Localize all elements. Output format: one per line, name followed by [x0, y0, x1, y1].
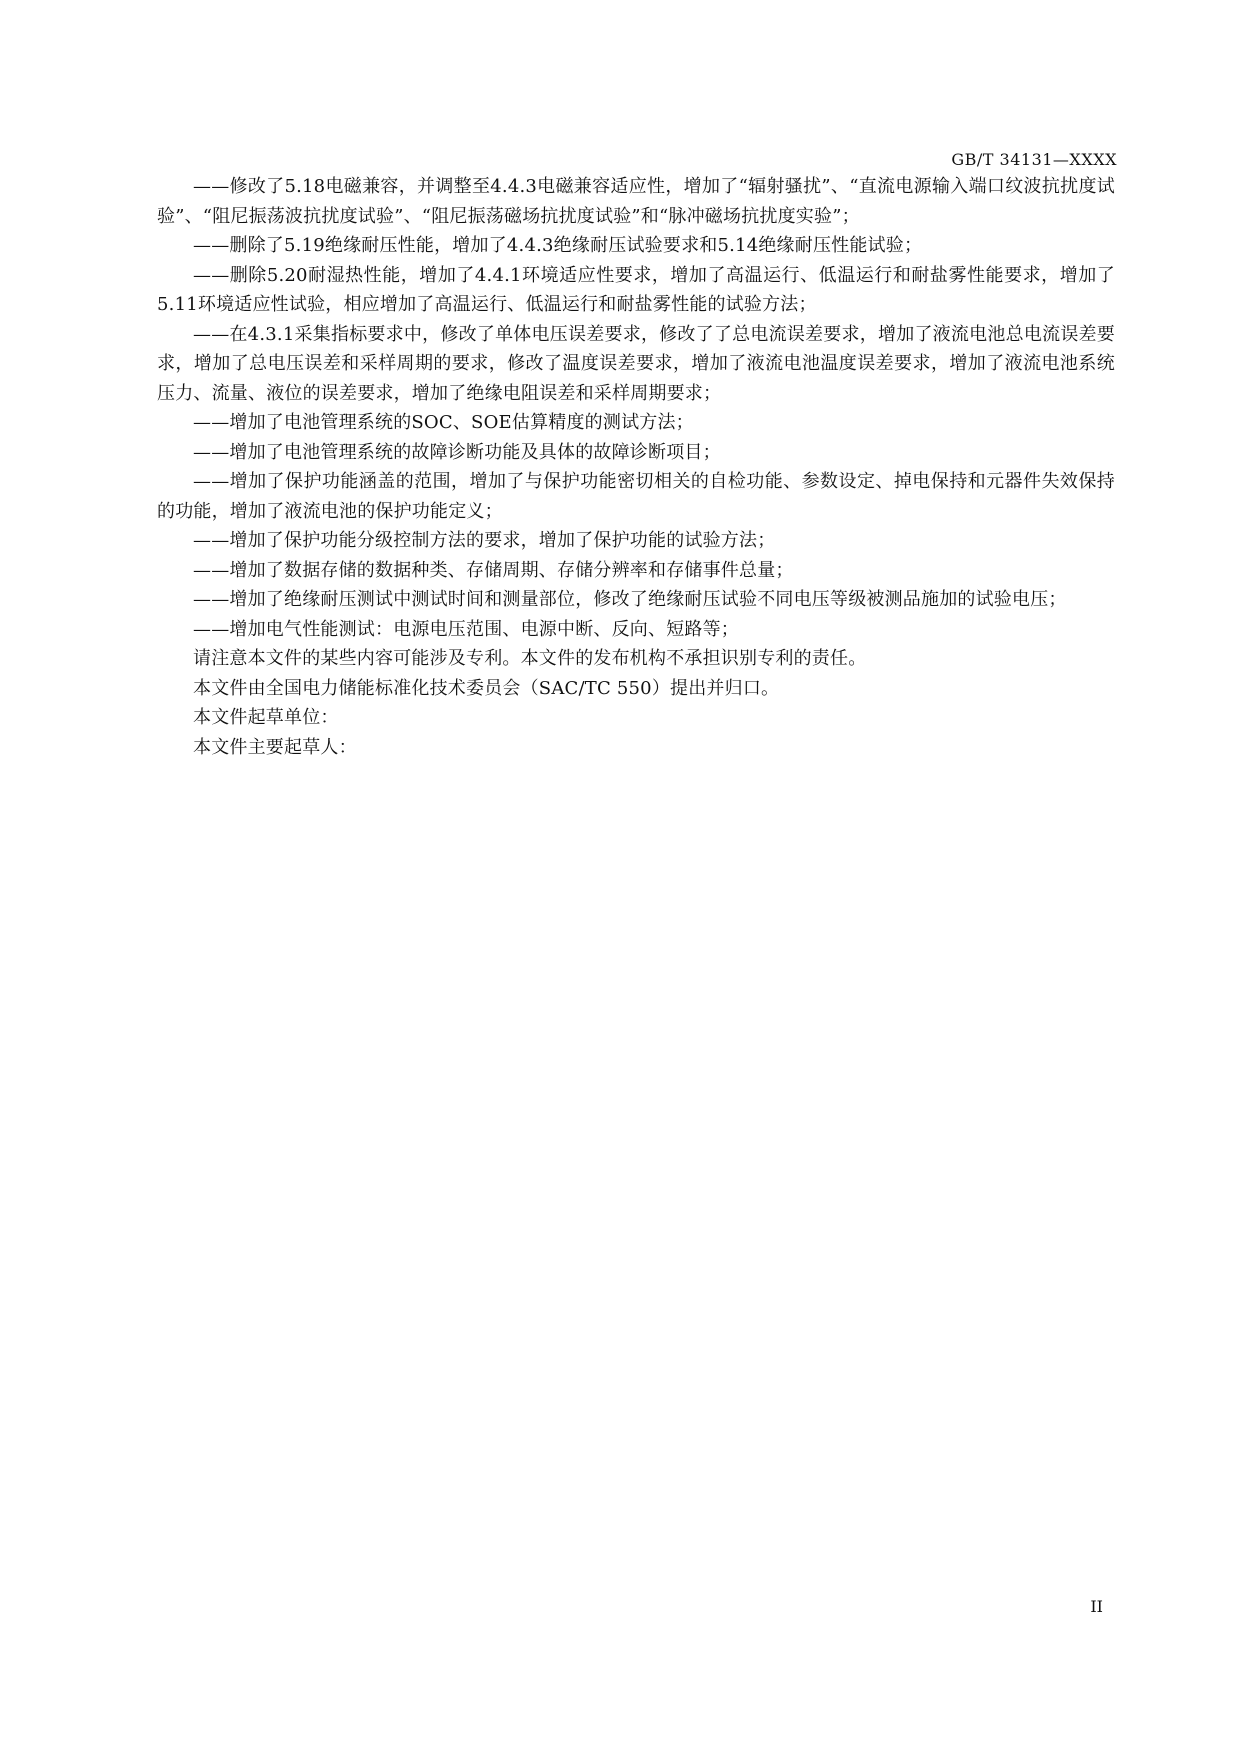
paragraph-proposer: 本文件由全国电力储能标准化技术委员会（SAC/TC 550）提出并归口。 [193, 677, 780, 699]
paragraph-emc-changes: ——修改了5.18电磁兼容，并调整至4.4.3电磁兼容适应性，增加了“辐射骚扰”、“直流电源输入端口纹波抗扰度试验”、“阻尼振荡波抗扰度试验”、“阻尼振荡磁场抗扰度试验”和“脉冲磁场抗扰度实验”； [157, 176, 1115, 227]
paragraph-drafting-units: 本文件起草单位： [193, 707, 339, 728]
paragraph-protection-grading: ——增加了保护功能分级控制方法的要求，增加了保护功能的试验方法； [193, 530, 776, 551]
paragraph-insulation-withstand: ——删除了5.19绝缘耐压性能，增加了4.4.3绝缘耐压试验要求和5.14绝缘耐压性能试验； [193, 235, 923, 256]
foreword-body [157, 172, 1115, 762]
page-number: II [1090, 1597, 1103, 1616]
paragraph-drafters: 本文件主要起草人： [193, 736, 357, 758]
document-number: GB/T 34131—XXXX [951, 150, 1117, 169]
paragraph-insulation-test-voltage: ——增加了绝缘耐压测试中测试时间和测量部位，修改了绝缘耐压试验不同电压等级被测品施加的试验电压； [193, 589, 1067, 610]
paragraph-patent-notice: 请注意本文件的某些内容可能涉及专利。本文件的发布机构不承担识别专利的责任。 [193, 648, 867, 669]
paragraph-fault-diagnosis: ——增加了电池管理系统的故障诊断功能及具体的故障诊断项目； [193, 441, 721, 463]
paragraph-environment-adaptability: ——删除5.20耐湿热性能，增加了4.4.1环境适应性要求，增加了高温运行、低温运行和耐盐雾性能要求，增加了5.11环境适应性试验，相应增加了高温运行、低温运行和耐盐雾性能的试验方法； [157, 264, 1115, 315]
paragraph-data-storage: ——增加了数据存储的数据种类、存储周期、存储分辨率和存储事件总量； [193, 559, 794, 581]
paragraph-protection-scope: ——增加了保护功能涵盖的范围，增加了与保护功能密切相关的自检功能、参数设定、掉电保持和元器件失效保持的功能，增加了液流电池的保护功能定义； [157, 471, 1115, 522]
paragraph-soc-soe-test: ——增加了电池管理系统的SOC、SOE估算精度的测试方法； [193, 412, 694, 433]
paragraph-acquisition-requirements: ——在4.3.1采集指标要求中，修改了单体电压误差要求，修改了了总电流误差要求，增加了液流电池总电流误差要求，增加了总电压误差和采样周期的要求，修改了温度误差要求，增加了液流电池温度误差要求，增加了液流电池系统压力、流量、液位的误差要求，增加了绝缘电阻误差和采样周期要求； [157, 323, 1115, 404]
paragraph-electrical-performance: ——增加电气性能测试：电源电压范围、电源中断、反向、短路等； [193, 618, 739, 640]
